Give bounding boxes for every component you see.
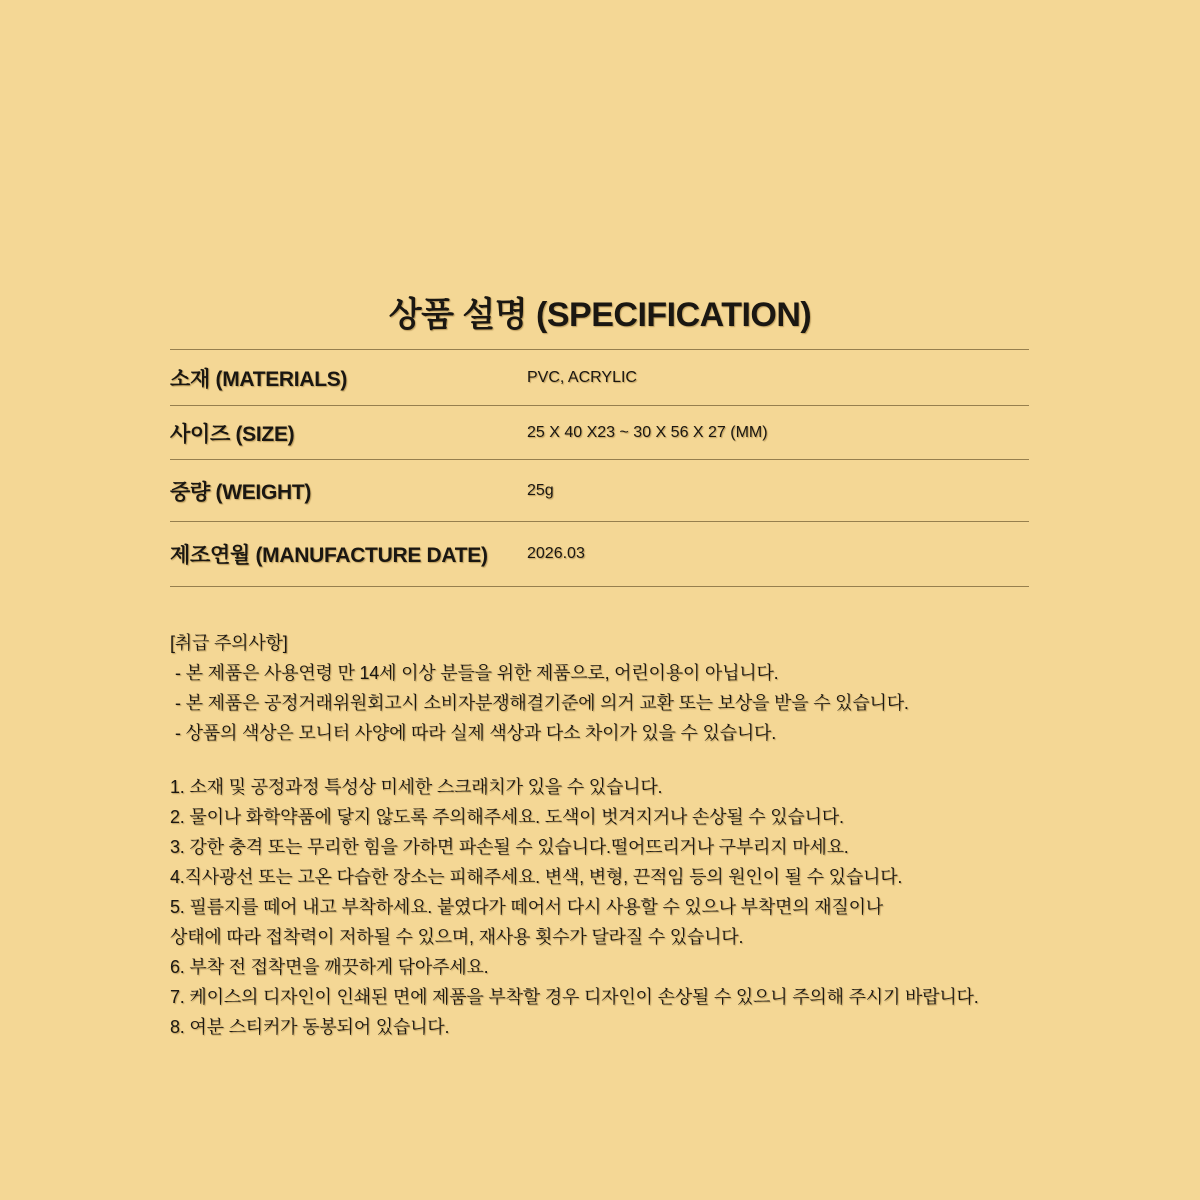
caution-item: - 본 제품은 공정거래위원회고시 소비자분쟁해결기준에 의거 교환 또는 보상을 받을 수 있습니다. xyxy=(175,693,909,713)
table-row xyxy=(170,521,1029,587)
note-line: 6. 부착 전 접착면을 깨끗하게 닦아주세요. xyxy=(170,957,489,977)
spec-value-manufacture-date: 2026.03 xyxy=(527,545,585,562)
spec-table xyxy=(170,349,1029,587)
note-line: 7. 케이스의 디자인이 인쇄된 면에 제품을 부착할 경우 디자인이 손상될 수 있으니 주의해 주시기 바랍니다. xyxy=(170,987,979,1007)
numbered-notes-section xyxy=(170,772,1090,1042)
handling-cautions-section xyxy=(170,628,1070,748)
note-line: 5. 필름지를 떼어 내고 부착하세요. 붙였다가 떼어서 다시 사용할 수 있으나 부착면의 재질이나 xyxy=(170,897,883,917)
note-line: 3. 강한 충격 또는 무리한 힘을 가하면 파손될 수 있습니다.떨어뜨리거나 구부리지 마세요. xyxy=(170,837,849,857)
caution-item: - 본 제품은 사용연령 만 14세 이상 분들을 위한 제품으로, 어린이용이 아닙니다. xyxy=(175,663,779,683)
note-line: 1. 소재 및 공정과정 특성상 미세한 스크래치가 있을 수 있습니다. xyxy=(170,777,663,797)
spec-label-size: 사이즈 (SIZE) xyxy=(170,422,295,446)
caution-item: - 상품의 색상은 모니터 사양에 따라 실제 색상과 다소 차이가 있을 수 있습니다. xyxy=(175,723,777,743)
table-row xyxy=(170,349,1029,405)
page-title: 상품 설명 (SPECIFICATION) xyxy=(388,295,812,334)
note-line-continuation: 상태에 따라 접착력이 저하될 수 있으며, 재사용 횟수가 달라질 수 있습니다. xyxy=(170,927,744,947)
table-row xyxy=(170,405,1029,459)
spec-label-manufacture-date: 제조연월 (MANUFACTURE DATE) xyxy=(170,544,488,567)
spec-value-weight: 25g xyxy=(527,481,554,499)
spec-value-size: 25 X 40 X23 ~ 30 X 56 X 27 (MM) xyxy=(527,423,768,441)
spec-label-weight: 중량 (WEIGHT) xyxy=(170,480,312,504)
cautions-heading: [취급 주의사항] xyxy=(170,633,288,653)
note-line: 8. 여분 스티커가 동봉되어 있습니다. xyxy=(170,1017,450,1037)
note-line: 4.직사광선 또는 고온 다습한 장소는 피해주세요. 변색, 변형, 끈적임 등의 원인이 될 수 있습니다. xyxy=(170,867,903,887)
note-line: 2. 물이나 화학약품에 닿지 않도록 주의해주세요. 도색이 벗겨지거나 손상될 수 있습니다. xyxy=(170,807,844,827)
spec-label-materials: 소재 (MATERIALS) xyxy=(170,367,348,391)
table-row xyxy=(170,459,1029,521)
spec-value-materials: PVC, ACRYLIC xyxy=(527,368,637,386)
